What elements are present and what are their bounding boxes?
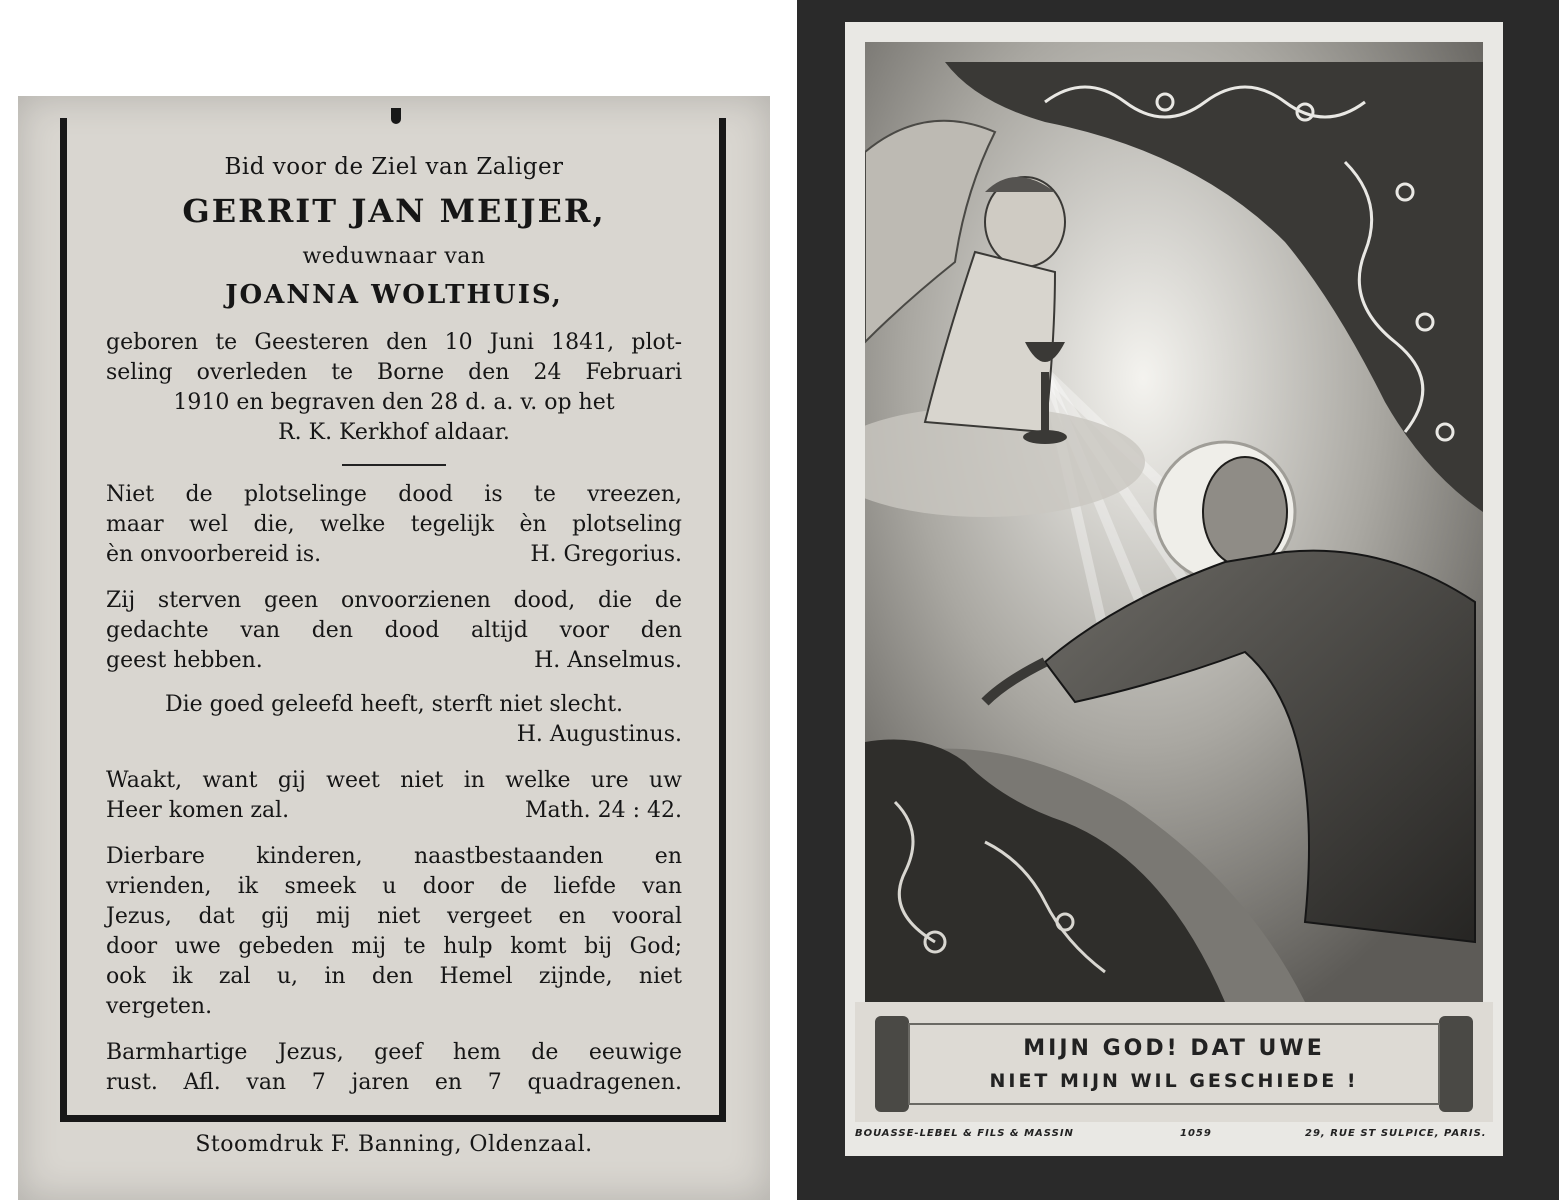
intro-line: Bid voor de Ziel van Zaliger [224, 154, 564, 180]
quote-line: Waakt, want gij weet niet in welke ure uw [106, 768, 682, 793]
quote-line: Zij sterven geen onvoorzienen dood, die de [106, 588, 682, 613]
quote-source: Math. 24 : 42. [524, 798, 682, 823]
quote-line [106, 540, 682, 570]
publisher-imprint: BOUASSE-LEBEL & FILS & MASSIN [855, 1128, 1074, 1139]
banner-text-line2: NIET MIJN WIL GESCHIEDE ! [989, 1070, 1359, 1092]
quote-source: H. Augustinus. [516, 722, 682, 747]
plea-line: vergeten. [106, 994, 213, 1019]
plate-number: 1059 [1180, 1128, 1212, 1139]
closing-line: Barmhartige Jezus, geef hem de eeuwige [106, 1040, 682, 1065]
bio-line: seling overleden te Borne den 24 Februari [106, 360, 682, 385]
memorial-card-text [18, 96, 770, 1200]
relation-line: weduwnaar van [302, 244, 486, 269]
quote-line: Die goed geleefd heeft, sterft niet slecht. [164, 692, 624, 717]
image-panel [845, 22, 1503, 1156]
quote-source: H. Anselmus. [534, 648, 682, 673]
plea-line: ook ik zal u, in den Hemel zijnde, niet [106, 964, 682, 989]
quote-line [106, 646, 682, 676]
memorial-card-image [797, 0, 1559, 1200]
spouse-name: JOANNA WOLTHUIS, [225, 280, 563, 310]
quote-line [106, 796, 682, 826]
publisher-address: 29, RUE ST SULPICE, PARIS. [1305, 1128, 1487, 1139]
plea-line: door uwe gebeden mij te hulp komt bij God; [106, 934, 682, 959]
section-divider [342, 464, 446, 466]
plea-line: Jezus, dat gij mij niet vergeet en vooral [106, 904, 682, 929]
bio-line: geboren te Geesteren den 10 Juni 1841, plot- [106, 330, 682, 355]
plea-line: Dierbare kinderen, naastbestaanden en [106, 844, 682, 869]
closing-line: rust. Afl. van 7 jaren en 7 quadragenen. [106, 1070, 682, 1095]
plea-line: vrienden, ik smeek u door de liefde van [106, 874, 682, 899]
quote-text: Heer komen zal. [106, 798, 290, 823]
quote-line: maar wel die, welke tegelijk èn plotseling [106, 512, 682, 537]
quote-source: H. Gregorius. [530, 542, 682, 567]
quote-text: geest hebben. [106, 648, 263, 673]
scripture-banner [855, 1002, 1493, 1122]
quote-line: Niet de plotselinge dood is te vreezen, [106, 482, 682, 507]
banner-text-line1: MIJN GOD! DAT UWE [1023, 1036, 1325, 1061]
border-ornament [391, 108, 401, 124]
deceased-name: GERRIT JAN MEIJER, [182, 192, 606, 230]
quote-text: èn onvoorbereid is. [106, 542, 322, 567]
banner-scroll-ends [855, 1002, 1493, 1122]
printer-credit: Stoomdruk F. Banning, Oldenzaal. [195, 1132, 593, 1157]
bio-line: 1910 en begraven den 28 d. a. v. op het [173, 390, 615, 415]
bio-line: R. K. Kerkhof aldaar. [278, 420, 510, 445]
engraving-illustration [865, 42, 1483, 1002]
quote-line: gedachte van den dood altijd voor den [106, 618, 682, 643]
